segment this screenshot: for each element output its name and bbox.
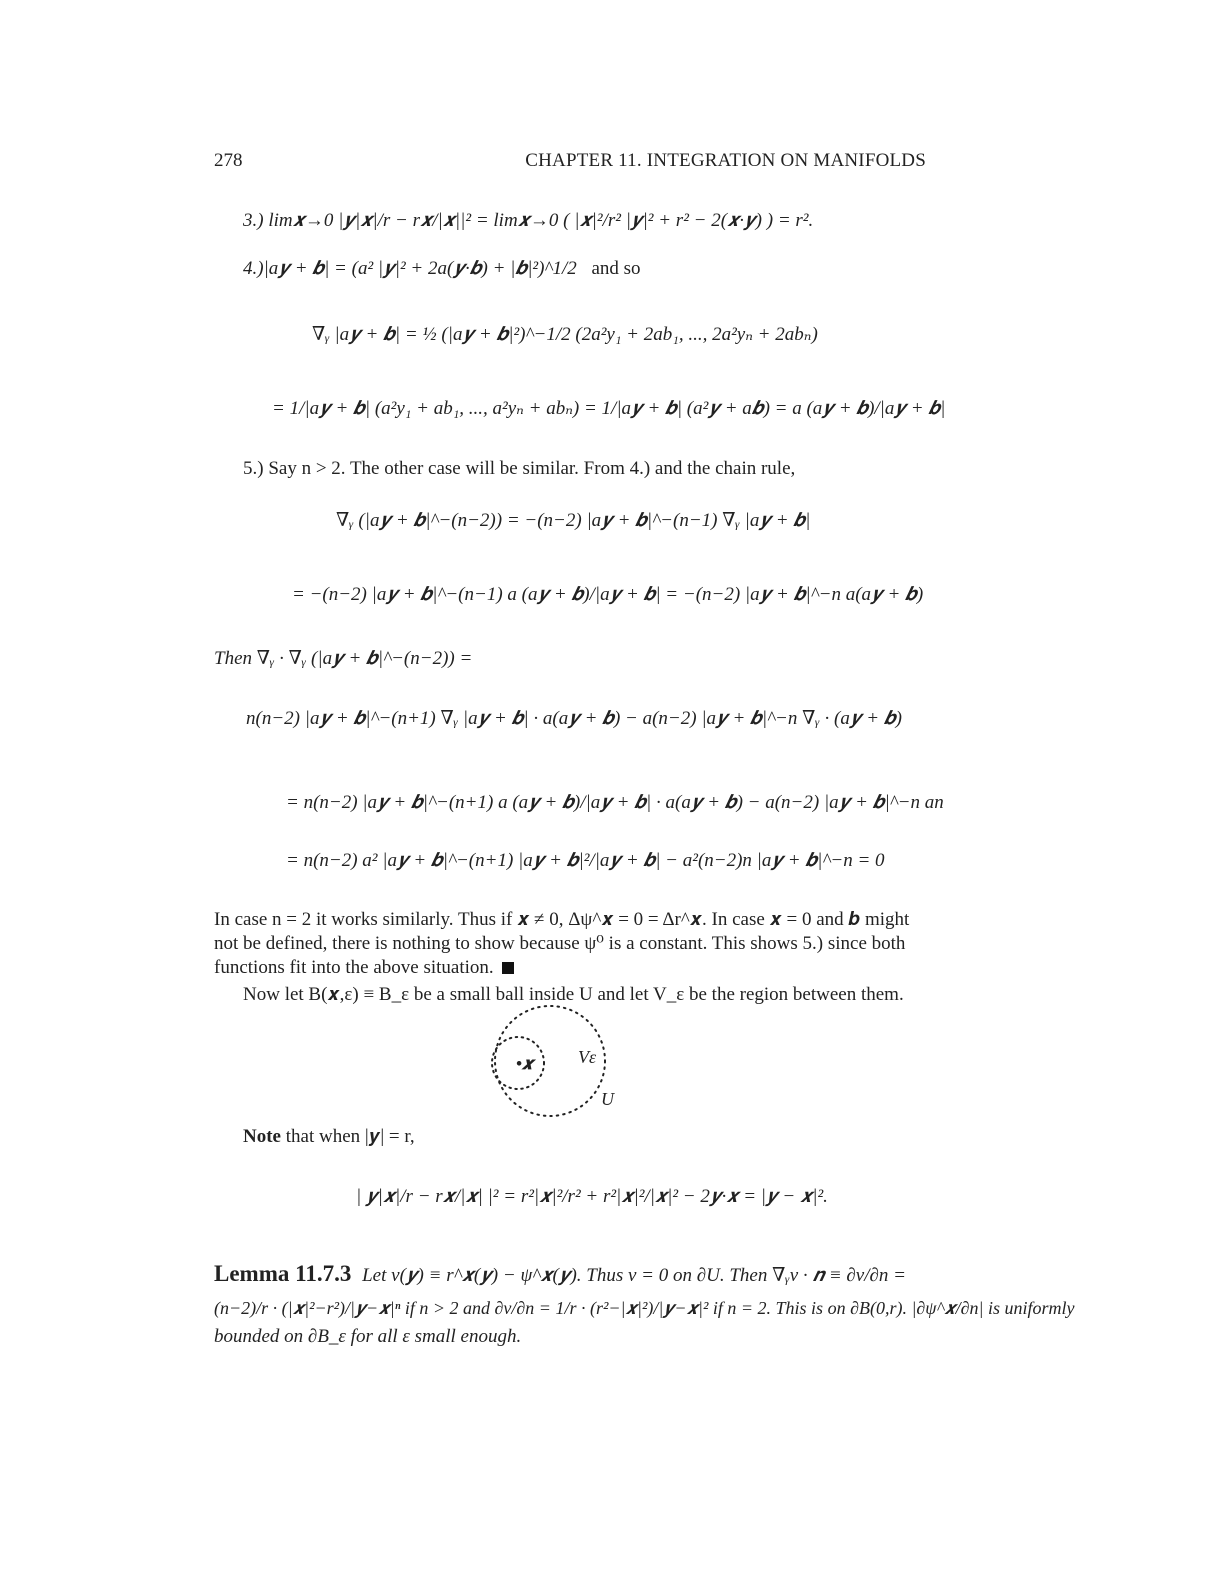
equation-limit: 3.) lim𝒙→0 |𝒚|𝒙|/r − r𝒙/|𝒙||² = lim𝒙→0 ( |𝒙|²/r² |𝒚|² + r² − 2(𝒙·𝒚) ) = r². — [243, 210, 814, 231]
lemma-title: Lemma 11.7.3 — [214, 1261, 352, 1286]
note-text: that when |𝒚| = r, — [285, 1126, 415, 1147]
qed-icon — [502, 962, 514, 974]
running-head: CHAPTER 11. INTEGRATION ON MANIFOLDS — [525, 150, 926, 171]
equation-laplacian-2: = n(n−2) |a𝒚 + 𝒃|^−(n+1) a (a𝒚 + 𝒃)/|a𝒚 + 𝒃| · a(a𝒚 + 𝒃) − a(n−2) |a𝒚 + 𝒃|^−n an — [286, 792, 944, 813]
equation-gradient-3: ∇ᵧ (|a𝒚 + 𝒃|^−(n−2)) = −(n−2) |a𝒚 + 𝒃|^−(n−1) ∇ᵧ |a𝒚 + 𝒃| — [336, 510, 811, 531]
equation-gradient-1: ∇ᵧ |a𝒚 + 𝒃| = ½ (|a𝒚 + 𝒃|²)^−1/2 (2a²y₁ + 2ab₁, ..., 2a²yₙ + 2abₙ) — [312, 324, 818, 345]
equation-laplacian-3: = n(n−2) a² |a𝒚 + 𝒃|^−(n+1) |a𝒚 + 𝒃|²/|a𝒚 + 𝒃| − a²(n−2)n |a𝒚 + 𝒃|^−n = 0 — [286, 850, 885, 871]
note-line — [243, 1126, 415, 1149]
center-x-label: •𝒙 — [516, 1054, 533, 1073]
note-equation: | 𝒚|𝒙|/r − r𝒙/|𝒙| |² = r²|𝒙|²/r² + r²|𝒙|²/|𝒙|² − 2𝒚·𝒙 = |𝒚 − 𝒙|². — [356, 1186, 828, 1207]
equation-gradient-2: = 1/|a𝒚 + 𝒃| (a²y₁ + ab₁, ..., a²yₙ + abₙ) = 1/|a𝒚 + 𝒃| (a²𝒚 + a𝒃) = a (a𝒚 + 𝒃)/|a𝒚 + 𝒃| — [272, 398, 946, 419]
lemma-statement-1: Let v(𝒚) ≡ r^𝒙(𝒚) − ψ^𝒙(𝒚). Thus v = 0 on ∂U. Then ∇ᵧv · 𝒏 ≡ ∂v/∂n = — [362, 1265, 906, 1286]
lemma-line-2: (n−2)/r · (|𝒙|²−r²)/|𝒚−𝒙|ⁿ if n > 2 and ∂v/∂n = 1/r · (r²−|𝒙|²)/|𝒚−𝒙|² if n = 2. This is on ∂B(0,r). |∂ψ^𝒙/∂n| is uniformly — [214, 1298, 1075, 1318]
equation-gradient-4: = −(n−2) |a𝒚 + 𝒃|^−(n−1) a (a𝒚 + 𝒃)/|a𝒚 + 𝒃| = −(n−2) |a𝒚 + 𝒃|^−n a(a𝒚 + 𝒃) — [292, 584, 924, 605]
lemma-line-3: bounded on ∂B_ε for all ε small enough. — [214, 1326, 522, 1347]
equation-norm — [243, 258, 641, 281]
page-number: 278 — [214, 150, 243, 171]
region-u-label: U — [601, 1089, 614, 1109]
note-label: Note — [243, 1126, 281, 1147]
equation-laplacian-1: n(n−2) |a𝒚 + 𝒃|^−(n+1) ∇ᵧ |a𝒚 + 𝒃| · a(a𝒚 + 𝒃) − a(n−2) |a𝒚 + 𝒃|^−n ∇ᵧ · (a𝒚 + 𝒃) — [246, 708, 902, 729]
equation-norm-suffix: and so — [591, 258, 641, 279]
step-five-intro: 5.) Say n > 2. The other case will be similar. From 4.) and the chain rule, — [243, 458, 796, 479]
paragraph-ball: Now let B(𝒙,ε) ≡ B_ε be a small ball inside U and let V_ε be the region between them. — [243, 984, 904, 1005]
lemma-line-1 — [214, 1260, 906, 1288]
equation-then: Then ∇ᵧ · ∇ᵧ (|a𝒚 + 𝒃|^−(n−2)) = — [214, 648, 473, 669]
region-v-label: Vε — [578, 1047, 597, 1067]
ball-region-diagram — [488, 1005, 628, 1125]
paragraph-case-n2-text: In case n = 2 it works similarly. Thus if 𝒙 ≠ 0, Δψ^𝒙 = 0 = Δr^𝒙. In case 𝒙 = 0 and 𝒃 might not be defined, there is nothing to show because ψ⁰ is a constant. This shows 5.) since both functions fit into the above situation. — [214, 909, 910, 978]
paragraph-case-n2 — [214, 908, 928, 980]
equation-norm-expr: 4.)|a𝒚 + 𝒃| = (a² |𝒚|² + 2a(𝒚·𝒃) + |𝒃|²)^1/2 — [243, 258, 577, 279]
